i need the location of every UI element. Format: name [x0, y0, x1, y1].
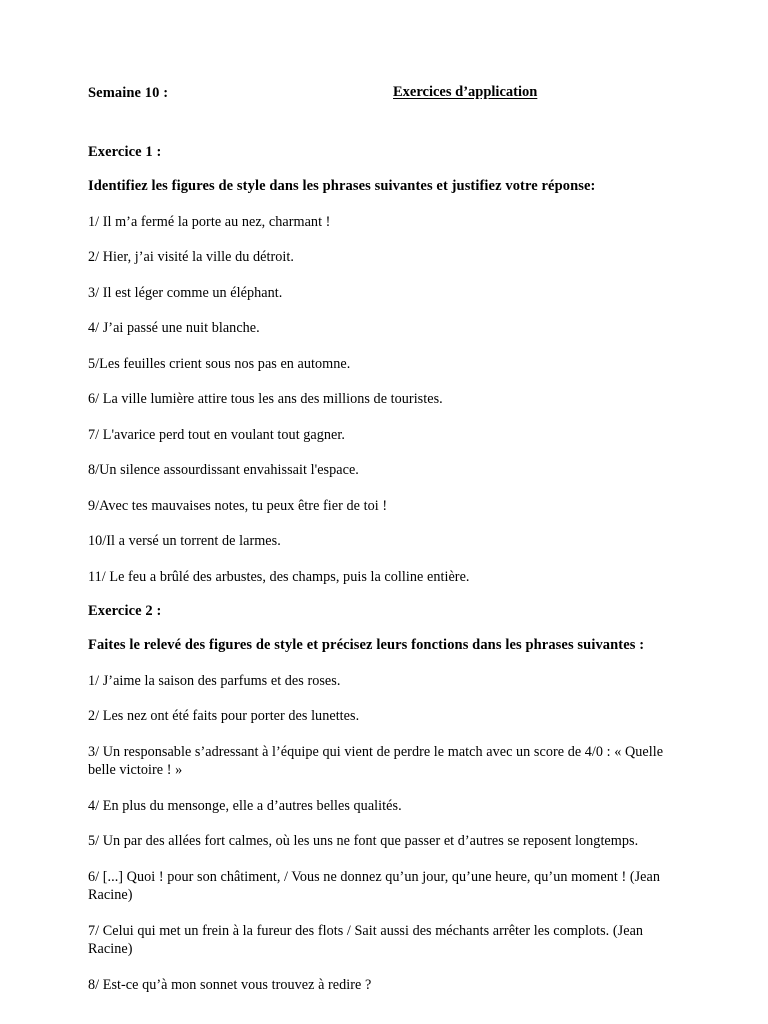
exercise-1-item: 10/Il a versé un torrent de larmes. [88, 533, 281, 550]
exercise-1-item: 2/ Hier, j’ai visité la ville du détroit. [88, 249, 294, 266]
document-title: Exercices d’application [393, 84, 538, 100]
exercise-2-item: 3/ Un responsable s’adressant à l’équipe qui vient de perdre le match avec un score de 4/0 : « Quelle belle victoire ! » [88, 743, 664, 779]
exercise-2-instruction: Faites le relevé des figures de style et précisez leurs fonctions dans les phrases suivantes : [88, 636, 645, 653]
exercise-1-item: 1/ Il m’a fermé la porte au nez, charmant ! [88, 214, 331, 230]
exercise-2-item: 7/ Celui qui met un frein à la fureur des flots / Sait aussi des méchants arrêter les complots. (Jean Racine) [88, 922, 644, 958]
exercise-2-item: 8/ Est-ce qu’à mon sonnet vous trouvez à redire ? [88, 976, 372, 993]
exercise-1-item: 4/ J’ai passé une nuit blanche. [88, 320, 260, 337]
exercise-1-instruction: Identifiez les figures de style dans les phrases suivantes et justifiez votre réponse: [88, 178, 596, 194]
exercise-2-item: 6/ [...] Quoi ! pour son châtiment, / Vous ne donnez qu’un jour, qu’une heure, qu’un moment ! (Jean Racine) [88, 868, 661, 904]
exercise-1-item: 5/Les feuilles crient sous nos pas en automne. [88, 355, 351, 372]
exercise-2-item: 1/ J’aime la saison des parfums et des roses. [88, 672, 341, 689]
exercise-1-item: 6/ La ville lumière attire tous les ans des millions de touristes. [88, 391, 443, 408]
exercise-1-item: 7/ L'avarice perd tout en voulant tout gagner. [88, 426, 345, 443]
exercise-1-item: 9/Avec tes mauvaises notes, tu peux être fier de toi ! [88, 497, 388, 514]
exercise-1-heading: Exercice 1 : [88, 144, 162, 160]
exercise-1-item: 3/ Il est léger comme un éléphant. [88, 284, 283, 301]
exercise-1-item: 11/ Le feu a brûlé des arbustes, des champs, puis la colline entière. [88, 568, 470, 585]
exercise-2-item: 2/ Les nez ont été faits pour porter des lunettes. [88, 708, 360, 725]
exercise-2-heading: Exercice 2 : [88, 602, 162, 619]
header-spacer [88, 106, 678, 144]
exercise-2-item: 4/ En plus du mensonge, elle a d’autres belles qualités. [88, 797, 402, 814]
exercise-1-item: 8/Un silence assourdissant envahissait l'espace. [88, 462, 359, 479]
document-header [88, 84, 678, 106]
exercise-2-section [88, 603, 678, 994]
week-label: Semaine 10 : [88, 85, 169, 101]
exercise-2-item: 5/ Un par des allées fort calmes, où les uns ne font que passer et d’autres se reposent longtemps. [88, 833, 639, 850]
exercise-1-section [88, 144, 678, 586]
